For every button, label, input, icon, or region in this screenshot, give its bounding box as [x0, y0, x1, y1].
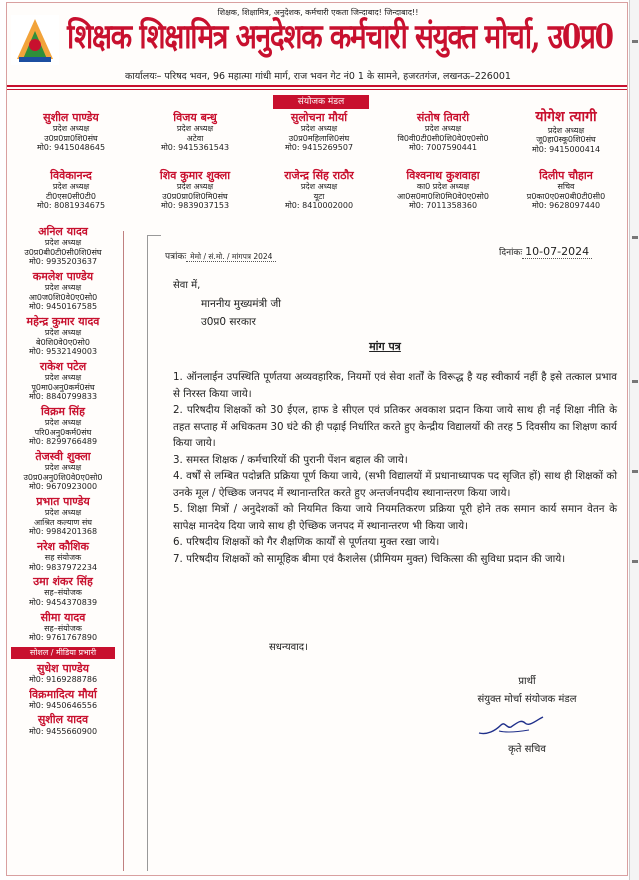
member-phone: मो0: 8410002000 — [284, 201, 354, 211]
committee-label: संयोजक मंडल — [273, 95, 369, 109]
member-name: प्रभात पाण्डेय — [36, 494, 90, 508]
member-org: आश्रित कल्याण संघ — [34, 517, 92, 527]
member-name: सुशील पाण्डेय — [43, 111, 99, 124]
member-name: विजय बन्धु — [173, 111, 217, 124]
member-name: राजेन्द्र सिंह राठौर — [284, 169, 354, 182]
member-name: सुधेश पाण्डेय — [36, 661, 90, 675]
member-phone: मो0: 9837972234 — [28, 562, 98, 572]
member-role: प्रदेश अध्यक्ष — [300, 124, 338, 134]
reference-label: पत्रांकः — [165, 252, 187, 262]
member-name: नरेश कौशिक — [37, 539, 89, 553]
member-role: प्रदेश अध्यक्ष — [44, 283, 82, 293]
member-card — [7, 270, 119, 312]
member-card — [7, 495, 119, 537]
closing-line-2: संयुक्त मोर्चा संयोजक मंडल — [477, 694, 577, 705]
member-role: प्रदेश अध्यक्ष — [547, 125, 585, 135]
member-phone: मो0: 9169288786 — [28, 675, 98, 685]
date-row — [499, 245, 592, 258]
left-member-column — [7, 225, 119, 739]
member-phone: मो0: 9839037153 — [160, 201, 230, 211]
adjacent-page-edge — [629, 0, 639, 880]
member-org: यूटा — [313, 191, 325, 201]
thanks-note: सधन्यवाद। — [269, 642, 308, 653]
member-role: का0 प्रदेश अध्यक्ष — [416, 182, 470, 192]
demand-item: 1. ऑनलाईन उपस्थिति पूर्णतया अव्यवहारिक, नियमों एवं सेवा शर्तों के विरूद्ध है यह स्वीकार्य नहीं है इसे तत्काल प्रभाव से निरस्त किया जाये। — [173, 371, 617, 400]
reference-number: मेमो / सं.मो. / मांगपत्र 2024 — [186, 252, 276, 262]
member-role: प्रदेश अध्यक्ष — [52, 182, 90, 192]
member-card — [7, 540, 119, 572]
member-card — [7, 450, 119, 492]
member-phone: मो0: 9415269507 — [284, 143, 354, 153]
header-divider-thin — [7, 89, 628, 90]
organization-title: शिक्षक शिक्षामित्र अनुदेशक कर्मचारी संयुक्त मोर्चा, उ0प्र0 — [67, 17, 613, 57]
member-phone: मो0: 9415361543 — [160, 143, 230, 153]
member-name: विक्रमादित्य मौर्या — [29, 687, 97, 701]
salutation: सेवा में, — [173, 280, 201, 291]
member-org: टी0एस0सी0टी0 — [46, 191, 96, 201]
demand-item: 3. समस्त शिक्षक / कर्मचारियों की पुरानी पेंशन बहाल की जाये। — [173, 453, 408, 466]
member-card — [7, 405, 119, 447]
member-name: तेजस्वी शुक्ला — [35, 449, 91, 463]
closing-line-1: प्रार्थी — [518, 676, 536, 687]
member-org: पू0मा0अनु0कर्म0संघ — [31, 382, 95, 392]
member-card — [7, 225, 119, 267]
member-phone: मो0: 9455660900 — [28, 726, 98, 736]
slogan: शिक्षक, शिक्षामित्र, अनुदेशक, कर्मचारी एकता जिन्दाबाद! जिन्दाबाद!! — [217, 8, 419, 17]
member-name: सीमा यादव — [40, 610, 86, 624]
member-phone: मो0: 8081934675 — [36, 201, 106, 211]
member-name: महेन्द्र कुमार यादव — [26, 314, 100, 328]
member-role: प्रदेश अध्यक्ष — [300, 182, 338, 192]
member-name: योगेश त्यागी — [535, 109, 597, 125]
member-org: उ0प्र0प्रा0शि0संघ — [44, 133, 98, 143]
member-name: सुलोचना मौर्या — [290, 111, 348, 124]
member-name: संतोष तिवारी — [416, 111, 470, 124]
member-card — [383, 111, 503, 153]
member-org: जू0हा0स्कू0शि0संघ — [536, 135, 596, 145]
office-address: कार्यालयः– परिषद भवन, 96 महात्मा गांधी मार्ग, राज भवन गेट नं0 1 के सामने, हजरतगंज, लखनऊ–226001 — [125, 71, 511, 82]
member-org: उ0प्र0प्रा0शि0मि0संघ — [162, 191, 228, 201]
member-role: प्रदेश अध्यक्ष — [176, 124, 214, 134]
member-role: प्रदेश अध्यक्ष — [44, 373, 82, 383]
reference-row — [165, 249, 276, 262]
member-phone: मो0: 7007590441 — [408, 143, 478, 153]
member-card — [259, 169, 379, 211]
member-role: प्रदेश अध्यक्ष — [44, 463, 82, 473]
member-phone: मो0: 7011358360 — [408, 201, 478, 211]
member-name: राकेश पटेल — [39, 359, 87, 373]
closing-block — [437, 673, 617, 709]
member-phone: मो0: 9670923000 — [28, 482, 98, 492]
member-card — [7, 315, 119, 357]
signatory-title: कृते सचिव — [508, 744, 546, 755]
member-role: प्रदेश अध्यक्ष — [44, 238, 82, 248]
member-name: शिव कुमार शुक्ला — [159, 169, 231, 182]
member-role: सह–संयोजक — [44, 588, 82, 598]
member-org: उ0प्र0महिलाशि0संघ — [288, 133, 350, 143]
member-phone: मो0: 9450167585 — [28, 302, 98, 312]
media-member-card — [7, 688, 119, 711]
member-role: प्रदेश अध्यक्ष — [44, 508, 82, 517]
member-card — [507, 169, 625, 211]
media-member-card — [7, 713, 119, 736]
member-card — [135, 169, 255, 211]
member-card — [11, 169, 131, 211]
member-name: अनिल यादव — [38, 225, 88, 238]
member-phone: मो0: 9454370839 — [28, 597, 98, 607]
member-org: परि0अनु0कर्म0संघ — [34, 427, 92, 437]
member-phone: मो0: 9532149003 — [28, 347, 98, 357]
recipient-line-2: उ0प्र0 सरकार — [201, 316, 256, 328]
demand-item: 6. परिषदीय शिक्षकों को गैर शैक्षणिक कार्यों से पूर्णतया मुक्त रखा जाये। — [173, 536, 440, 548]
member-card — [135, 111, 255, 153]
member-name: विक्रम सिंह — [41, 404, 85, 418]
member-card — [7, 611, 119, 643]
member-phone: मो0: 9761767890 — [28, 633, 98, 643]
member-name: विवेकानन्द — [50, 169, 92, 182]
member-phone: मो0: 8840799833 — [28, 392, 98, 402]
member-name: कमलेश पाण्डेय — [32, 269, 94, 283]
member-phone: मो0: 9984201368 — [28, 527, 98, 537]
member-role: प्रदेश अध्यक्ष — [52, 124, 90, 134]
member-name: उमा शंकर सिंह — [33, 575, 93, 589]
member-org: वि0वी0टी0सी0शि0वे0ए0सो0 — [397, 133, 489, 143]
member-role: प्रदेश अध्यक्ष — [44, 328, 82, 338]
member-role: प्रदेश अध्यक्ष — [44, 418, 82, 428]
organization-logo-icon — [11, 15, 59, 65]
header-divider — [7, 85, 628, 87]
member-name: दिलीप चौहान — [539, 169, 593, 182]
member-card — [259, 111, 379, 153]
member-role: सह संयोजक — [44, 552, 82, 562]
member-name: सुशील यादव — [37, 713, 89, 727]
member-role: सह–संयोजक — [44, 623, 82, 633]
demand-list — [173, 369, 617, 567]
member-card — [383, 169, 503, 211]
demand-item: 5. शिक्षा मित्रों / अनुदेशकों को नियमित किया जाये नियमतिकरण प्रक्रिया पूरी होने तक समान कार्य समान वेतन के सापेक्ष मानदेय दिया जाये साथ ही ऐच्छिक जनपद में स्थानान्तरण भी किया जाये। — [173, 503, 617, 532]
member-card — [7, 360, 119, 402]
member-card — [7, 575, 119, 607]
member-org: उ0प्र0अनु0शि0वे0ए0सो0 — [23, 472, 103, 482]
member-org: आ0ज0शि0वे0ए0सो0 — [28, 292, 98, 302]
letterhead-page — [6, 2, 628, 876]
member-org: प्र0का0ए0स0बी0टी0सी0 — [526, 191, 606, 201]
member-phone: मो0: 9415048645 — [36, 143, 106, 153]
member-phone: मो0: 9628097440 — [531, 201, 601, 211]
demand-item: 7. परिषदीय शिक्षकों को सामूहिक बीमा एवं कैशलेस (प्रीमियम मुक्त) चिकित्सा की सुविधा प्रदान की जाये। — [173, 552, 566, 565]
signature-icon — [477, 713, 547, 739]
letter-body — [147, 235, 623, 871]
letter-frame — [147, 235, 161, 871]
recipient-line-1: माननीय मुख्यमंत्री जी — [201, 298, 281, 310]
member-card — [11, 111, 131, 153]
member-name: विश्वनाथ कुशवाहा — [406, 169, 480, 182]
member-org: उ0प्र0बी0टी0सी0शि0संघ — [24, 247, 102, 257]
column-divider — [123, 231, 124, 871]
member-role: प्रदेश अध्यक्ष — [424, 124, 462, 134]
member-card — [507, 109, 625, 155]
member-org: आ0स0मा0शि0मि0वे0ए0सो0 — [397, 191, 489, 201]
letter-date: 10-07-2024 — [522, 245, 592, 259]
member-phone: मो0: 9415000414 — [531, 144, 601, 154]
media-label: सोशल / मीडिया प्रभारी — [11, 647, 115, 659]
member-phone: मो0: 9935203637 — [28, 257, 98, 267]
media-member-card — [7, 662, 119, 685]
letter-subject: मांग पत्र — [369, 340, 401, 353]
date-label: दिनांकः — [499, 248, 523, 258]
demand-item: 2. परिषदीय शिक्षकों को 30 ईएल, हाफ डे सीएल एवं प्रतिकर अवकाश प्रदान किया जाये साथ ही नई शिक्षा नीति के तहत सप्ताह में अधिकतम 30 घंटे की ही पढ़ाई निर्धारित करते हुए केन्द्रीय विद्यालयों की तरह 5 दिवसीय का शिक्षण कार्य किया जाये। — [173, 404, 617, 449]
member-phone: मो0: 8299766489 — [28, 437, 98, 447]
member-role: सचिव — [557, 182, 575, 192]
member-role: प्रदेश अध्यक्ष — [176, 182, 214, 192]
member-phone: मो0: 9450646556 — [28, 700, 98, 710]
member-org: अटेवा — [186, 133, 204, 143]
member-org: बे0शि0वे0ए0सो0 — [36, 337, 90, 347]
demand-item: 4. वर्षों से लम्बित पदोन्नति प्रक्रिया पूर्ण किया जाये, (सभी विद्यालयों में प्रधानाध्यापक पद सृजित हों) साथ ही शिक्षकों को उनके मूल / ऐच्छिक जनपद में स्थानान्तरित करते हुए अन्तर्जनपदीय स्थानान्तरण किया जाये। — [173, 470, 617, 499]
